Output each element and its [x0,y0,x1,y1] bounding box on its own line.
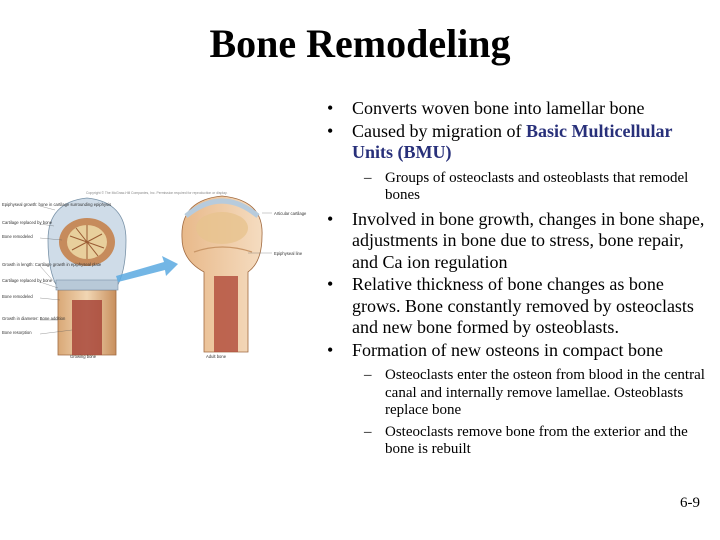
fig-caption-growing-bone: Growing bone [70,354,97,359]
bullet-text: Caused by migration of [352,120,526,141]
sub-bullet-text: Groups of osteoclasts and osteoblasts that remodel bones [385,169,689,203]
fig-label-epiphyseal-line: Epiphyseal line [274,251,303,256]
sub-bullet-item [322,424,714,459]
bullet-item [322,209,714,274]
fig-label-growth-in-diameter: Growth in diameter: Bone addition [2,316,66,321]
fig-label-bone-remodeled-1: Bone remodeled [2,234,33,239]
sub-bullet-item [322,170,714,205]
bullet-text: Involved in bone growth, changes in bone shape, adjustments in bone due to stress, bone repair, and Ca ion regulation [352,208,705,272]
sub-bullet-item [322,367,714,420]
figure-copyright: Copyright © The McGraw-Hill Companies, Inc. Permission required for reproduction or display. [86,191,228,195]
slide-title: Bone Remodeling [209,21,511,66]
fig-label-cartilage-replaced-2: Cartilage replaced by bone [2,278,53,283]
page-number: 6-9 [680,495,700,511]
fig-label-bone-remodeled-2: Bone remodeled [2,294,33,299]
sub-bullet-text: Osteoclasts enter the osteon from blood in the central canal and internally remove lamellae. Osteoblasts replace bone [385,367,705,418]
dash-marker: – [364,169,372,186]
bullet-item [322,274,714,339]
growth-arrow [116,256,178,282]
bullet-text: Formation of new osteons in compact bone [352,339,663,360]
bmu-emphasis: Basic Multicellular Units (BMU) [352,120,673,162]
fig-label-growth-in-length: Growth in length: Cartilage growth in epiphyseal plate [2,262,102,267]
fig-label-cartilage-replaced-1: Cartilage replaced by bone [2,220,53,225]
bullet-text: Converts woven bone into lamellar bone [352,98,645,118]
bullet-text: Relative thickness of bone changes as bone grows. Bone constantly removed by osteoclasts and new bone formed by osteoblasts. [352,274,694,337]
bullet-item [322,340,714,362]
dash-marker: – [364,423,372,440]
sub-bullet-text: Osteoclasts remove bone from the exterior and the bone is rebuilt [385,423,688,457]
adult-bone [182,196,262,352]
dash-marker: – [364,367,372,383]
fig-caption-adult-bone: Adult bone [206,354,227,359]
fig-label-epiphyseal-growth: Epiphyseal growth: bone in cartilage surrounding epiphysis [2,202,112,207]
bullet-list [322,98,714,463]
bone-growth-figure [0,180,320,360]
bullet-item [322,98,714,120]
fig-label-articular-cartilage: Articular cartilage [274,211,307,216]
bullet-item [322,121,714,164]
fig-label-bone-resorption: Bone resorption [2,330,32,335]
